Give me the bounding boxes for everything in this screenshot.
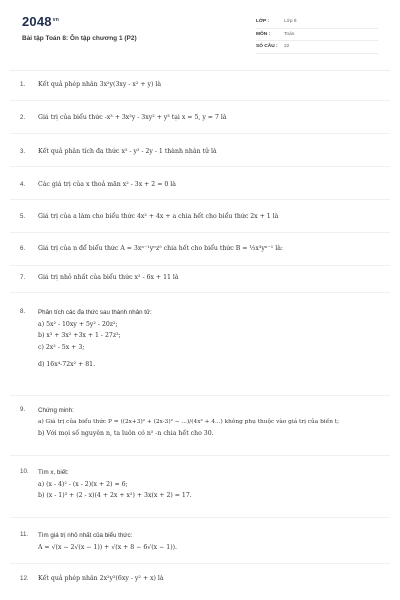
question-part: b) (x - 1)³ + (2 - x)(4 + 2x + x²) + 3x(x + 2) = 17.	[38, 492, 192, 499]
question-text: Giá trị của biểu thức -x³ + 3x²y - 3xy² + y³ tại x = 5, y = 7 là	[38, 114, 227, 121]
question-text: Tìm x, biết:	[38, 469, 69, 476]
question-part: b) x³ + 3x² +3x + 1 - 27z³;	[38, 332, 121, 339]
meta-value: Toán	[284, 31, 295, 37]
meta-table	[256, 16, 378, 54]
meta-key: MÔN :	[256, 31, 271, 37]
divider	[10, 265, 390, 266]
question-part: A = √(x − 2√(x − 1)) + √(x + 8 − 6√(x − 1)).	[38, 543, 177, 551]
divider	[10, 199, 390, 200]
divider	[10, 563, 390, 564]
question-text: Kết quả phép nhân 2x²y³(6xy - y² + x) là	[38, 575, 164, 582]
question-number: 4.	[20, 181, 26, 188]
question-text: Giá trị của a làm cho biểu thức 4x² + 4x + a chia hết cho biểu thức 2x + 1 là	[38, 213, 279, 220]
divider	[10, 133, 390, 134]
header	[0, 0, 400, 64]
header-divider	[10, 70, 390, 71]
meta-row-subject	[256, 29, 378, 42]
meta-key: SỐ CÂU :	[256, 44, 278, 50]
question-number: 1.	[20, 81, 26, 88]
divider	[10, 395, 390, 396]
question-text: Kết quả phép nhân 3x²y(3xy - x² + y) là	[38, 81, 162, 88]
question-part: a) Giá trị của biểu thức P = ((2x+3)² + (2x-3)² − ...)/(4x² + 4...) không phụ thuộc vào giá trị của biến t;	[38, 418, 340, 425]
meta-value: Lớp 8	[284, 19, 297, 25]
question-part: a) 5x² - 10xy + 5y² - 20z²;	[38, 320, 118, 328]
brand-suffix: vn	[52, 16, 59, 23]
divider	[10, 455, 390, 456]
divider	[10, 166, 390, 167]
question-number: 7.	[20, 274, 26, 281]
question-number: 11.	[20, 531, 29, 538]
page-title: Bài tập Toán 8: Ôn tập chương 1 (P2)	[22, 35, 137, 42]
divider	[10, 232, 390, 233]
question-number: 5.	[20, 213, 26, 220]
question-number: 10.	[20, 468, 29, 475]
question-part: d) 16x⁴-72x² + 81.	[38, 361, 96, 368]
question-text: Kết quả phân tích đa thức x² - y² - 2y - 1 thành nhân tử là	[38, 148, 217, 155]
question-text: Phân tích các đa thức sau thành nhân tử:	[38, 309, 152, 316]
question-part: b) Với mọi số nguyên n, ta luôn có n⁵ -n chia hết cho 30.	[38, 430, 214, 437]
meta-value: 22	[284, 44, 290, 50]
question-text: Chứng minh:	[38, 407, 74, 414]
divider	[10, 292, 390, 293]
divider	[10, 100, 390, 101]
question-part: a) (x - 4)² - (x - 2)(x + 2) = 6;	[38, 480, 128, 488]
question-text: Giá trị nhỏ nhất của biểu thức x² - 6x + 11 là	[38, 274, 179, 281]
question-number: 8.	[20, 308, 26, 315]
meta-row-class	[256, 16, 378, 29]
question-number: 12.	[20, 575, 29, 582]
divider	[10, 517, 390, 518]
question-part: c) 2x² - 5x + 3;	[38, 343, 85, 351]
question-text: Các giá trị của x thoả mãn x² - 3x + 2 = 0 là	[38, 181, 176, 188]
question-number: 3.	[20, 148, 26, 155]
question-number: 2.	[20, 114, 26, 121]
meta-row-count	[256, 41, 378, 54]
brand-logo	[22, 14, 59, 29]
meta-key: LỚP :	[256, 19, 270, 25]
question-text: Giá trị của n để biểu thức A = 3xⁿ⁻¹yⁿz⁵ chia hết cho biểu thức B = ⅓x³yⁿ⁻¹ là:	[38, 245, 283, 252]
brand-name: 2048	[22, 14, 52, 29]
question-number: 9.	[20, 406, 26, 413]
question-number: 6.	[20, 245, 26, 252]
question-text: Tìm giá trị nhỏ nhất của biểu thức:	[38, 532, 133, 539]
